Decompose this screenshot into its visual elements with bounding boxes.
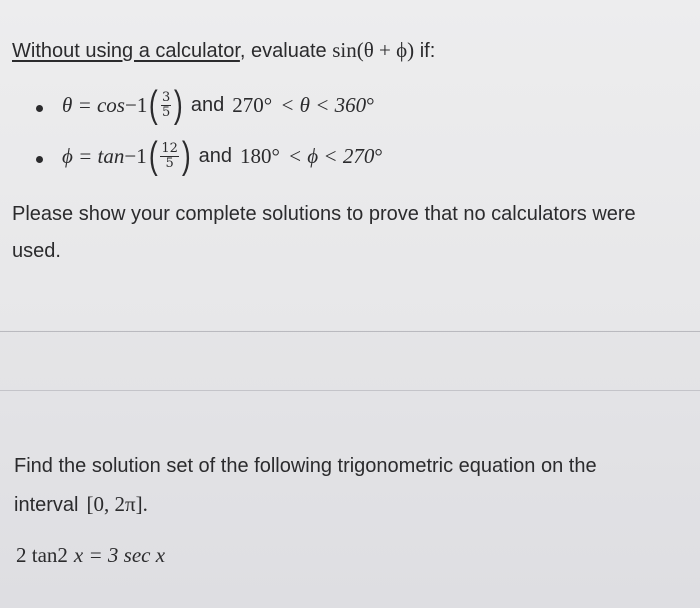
cond-a: 270: [232, 92, 264, 117]
and-text: and: [190, 93, 225, 116]
left-paren: (: [149, 84, 159, 126]
theta-sup: −1: [124, 92, 148, 117]
phi-sup: −1: [124, 143, 147, 168]
instruction-line-1: Please show your complete solutions to prove that no calculators were: [12, 203, 636, 225]
question-heading: [12, 38, 435, 63]
theta-def: θ = cos: [62, 92, 125, 117]
heading-math: sin(θ + ϕ): [332, 38, 415, 62]
fraction-12-5: [160, 142, 179, 170]
frac-den: 5: [161, 104, 171, 120]
deg: °: [271, 143, 280, 168]
interval-label: interval: [14, 494, 79, 516]
cond-mid: < ϕ < 270: [287, 143, 375, 168]
heading-end: if:: [419, 40, 436, 62]
equation-sup: 2: [57, 543, 68, 567]
right-paren: ): [174, 84, 184, 126]
q2-equation: [16, 543, 165, 568]
interval-value: [0, 2π].: [86, 492, 148, 516]
frac-num: 3: [161, 89, 171, 105]
frac-den: 5: [165, 155, 174, 171]
cond-mid: < θ < 360: [280, 92, 367, 117]
divider-rule: [0, 331, 700, 332]
right-paren: ): [181, 135, 191, 177]
frac-num: 12: [161, 140, 178, 156]
heading-underlined-text: Without using a calculator: [12, 40, 240, 62]
deg: °: [374, 143, 383, 168]
deg: °: [263, 92, 273, 117]
bullet-dot: [36, 105, 43, 112]
bullet-theta: [62, 86, 375, 124]
fraction-3-5: [161, 91, 171, 119]
equation-lhs: 2 tan: [16, 543, 58, 567]
deg: °: [366, 92, 375, 117]
q2-line-2: [14, 492, 148, 517]
and-text: and: [198, 144, 232, 167]
bullet-dot: [36, 156, 43, 163]
phi-def: ϕ = tan: [62, 143, 125, 168]
bullet-phi: [62, 137, 383, 175]
equation-rhs: x = 3 sec x: [73, 543, 166, 567]
instruction-line-2: used.: [12, 240, 61, 262]
divider-rule: [0, 390, 700, 391]
heading-rest: , evaluate: [239, 40, 327, 62]
cond-a: 180: [239, 143, 272, 168]
left-paren: (: [148, 135, 158, 177]
q2-line-1: Find the solution set of the following trigonometric equation on the: [14, 455, 597, 477]
